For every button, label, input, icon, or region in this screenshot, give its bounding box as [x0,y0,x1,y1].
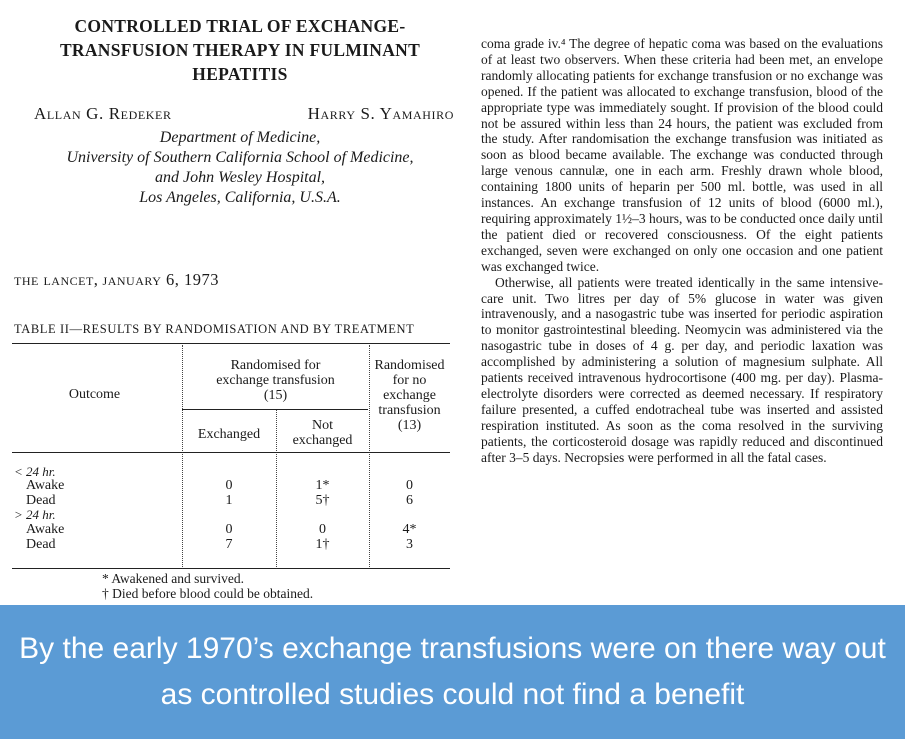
body-paragraph: Otherwise, all patients were treated identically in the same intensive-care unit. Two litres per day of 5% glucose in water was given intravenously, and a nasogastric tube was inserted for periodic aspiration to monitor gastrointestinal bleeding. Neomycin was administered via the nasogastric tube in doses of 4 g. per day, and periodic laxation was accomplished by administering a solution of magnesium sulphate. All patients received intravenous hydrocortisone (400 mg. per day). Plasma-electrolyte disorders were corrected as deemed necessary. If respiratory failure presented, a cuffed endotracheal tube was inserted and assisted respiration instituted. As soon as the coma resolved in the surviving patients, the corticosteroid dosage was rapidly reduced and discontinued after 3–5 days. Necropsies were performed in all the fatal cases. [481,274,883,465]
table-rule-bottom [12,568,450,569]
summary-banner-text: By the early 1970’s exchange transfusions were on there way out as controlled studies could not find a benefit [19,632,886,711]
affiliation: Department of Medicine, University of Southern California School of Medicine, and John Wesley Hospital, Los Angeles, California, U.S.A. [66,129,414,206]
body-paragraph: coma grade iv.⁴ The degree of hepatic coma was based on the evaluations of at least two observers. When these criteria had been met, an envelope randomly allocating patients for exchange transfusion or no exchange was opened. If the patient was allocated to exchange transfusion, blood of the appropriate type was immediately sought. If provision of the blood could not be assured within less than 24 hours, the patient was excluded from the study. After randomisation the exchange transfusion was initiated as soon as blood became available. The exchange was conducted through large venous cannulæ, one in each arm. Freshly drawn whole blood, containing 1800 units of heparin per 500 ml. bottle, was used in all instances. An exchange transfusion of 12 units of blood (6000 ml.), requiring approximately 1½–3 hours, was to be conducted once daily until the patient died or recovered consciousness. Of the eight patients exchanged, seven were exchanged on only one occasion and one patient was exchanged twice. [481,36,883,274]
table-cell: 0 [225,478,233,493]
table-cell: 6 [406,493,413,508]
row-label: Dead [26,493,56,508]
footnote: † Died before blood could be obtained. [102,585,314,601]
header-randomised-exchange: Randomised for exchange transfusion (15) [216,358,335,403]
row-group-label: > 24 hr. [14,507,56,522]
article-title-text: CONTROLLED TRIAL OF EXCHANGE- TRANSFUSION THERAPY IN FULMINANT HEPATITIS [59,16,421,84]
table-cell: 0 [225,522,233,537]
results-table [12,339,450,571]
table-header-rule [12,452,450,453]
table-cell: 0 [406,478,413,493]
row-label: Awake [26,478,65,493]
journal-citation [14,270,219,290]
row-label: Awake [26,522,65,537]
table-rule-top [12,343,450,344]
footnote: * Awakened and survived. [102,571,244,586]
table-cell: 1* [315,478,330,493]
table-cell: 5† [315,493,330,508]
table-footnotes [102,572,313,601]
header-randomised-no-exchange: Randomised for no exchange transfusion (13) [374,358,445,433]
summary-banner [0,605,905,739]
header-exchanged: Exchanged [197,427,261,442]
table-cell: 1 [225,493,233,508]
table-cell: 1† [315,537,330,552]
header-outcome: Outcome [68,387,121,402]
authors [34,104,454,126]
table-cell: 0 [319,522,326,537]
row-label: Dead [26,537,56,552]
header-not-exchanged: Not exchanged [292,418,353,448]
table-cell: 4* [402,522,417,537]
publication-date: january 6, 1973 [102,270,219,289]
article-body [481,36,883,465]
row-group-label: < 24 hr. [14,464,56,479]
author-name: Harry S. Yamahiro [307,104,454,123]
journal-name: the lancet, [14,270,99,289]
table-subheader-rule [182,409,368,410]
article-title [14,14,466,86]
table-cell: 3 [406,537,413,552]
table-caption: TABLE II—RESULTS BY RANDOMISATION AND BY TREATMENT [14,322,415,336]
table-cell: 7 [225,537,233,552]
author-name: Allan G. Redeker [34,104,172,123]
